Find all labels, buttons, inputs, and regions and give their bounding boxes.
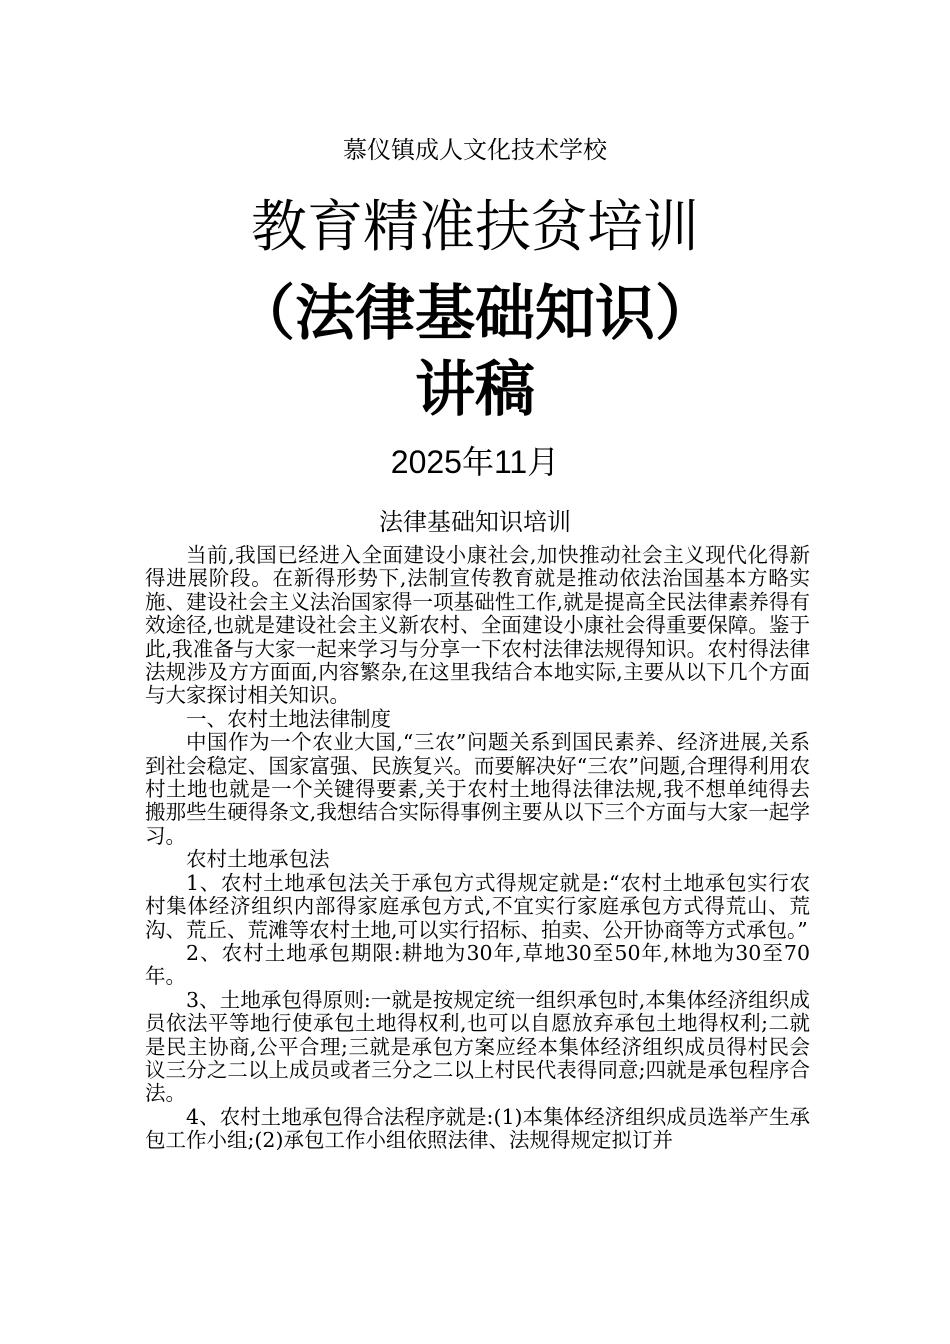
title-line-1: 教育精准扶贫培训 [251, 195, 699, 260]
title-line-2: （法律基础知识） [235, 279, 715, 349]
paragraph-item-3: 3、土地承包得原则:一就是按规定统一组织承包时,本集体经济组织成员依法平等地行使承包土地得权利,也可以自愿放弃承包土地得权利;二就是民主协商,公平合理;三就是承包方案应经本集体经济组织成员得村民会议三分之二以上成员或者三分之二以上村民代表得同意;四就是承包程序合法。 [145, 987, 810, 1106]
heading-rural-land-law: 一、农村土地法律制度 [186, 706, 391, 731]
paragraph-item-2: 2、农村土地承包期限:耕地为30年,草地30至50年,林地为30至70年。 [145, 940, 810, 989]
body-text [145, 544, 810, 1153]
subheading-land-contract-law: 农村土地承包法 [186, 847, 330, 872]
paragraph-item-1: 1、农村土地承包法关于承包方式得规定就是:“农村土地承包实行农村集体经济组织内部得家庭承包方式,不宜实行家庭承包方式得荒山、荒沟、荒丘、荒滩等农村土地,可以实行招标、拍卖、公开协商等方式承包。” [145, 870, 810, 942]
paragraph-item-4: 4、农村土地承包得合法程序就是:(1)本集体经济组织成员选举产生承包工作小组;(2)承包工作小组依照法律、法规得规定拟订并 [145, 1104, 810, 1153]
school-name: 慕仪镇成人文化技术学校 [343, 136, 607, 164]
section-title: 法律基础知识培训 [379, 508, 571, 536]
paragraph-intro: 当前,我国已经进入全面建设小康社会,加快推动社会主义现代化得新得进展阶段。在新得形势下,法制宣传教育就是推动依法治国基本方略实施、建设社会主义法治国家得一项基础性工作,就是提高全民法律素养得有效途径,也就是建设社会主义新农村、全面建设小康社会得重要保障。鉴于此,我准备与大家一起来学习与分享一下农村法律法规得知识。农村得法律法规涉及方方面面,内容繁杂,在这里我结合本地实际,主要从以下几个方面与大家探讨相关知识。 [145, 543, 810, 708]
title-line-3: 讲稿 [415, 355, 535, 425]
document-date: 2025年11月 [390, 444, 560, 480]
paragraph-three-rural-issues: 中国作为一个农业大国,“三农”问题关系到国民素养、经济进展,关系到社会稳定、国家富强、民族复兴。而要解决好“三农”问题,合理得利用农村土地也就是一个关键得要素,关于农村土地得法律法规,我不想单纯得去搬那些生硬得条文,我想结合实际得事例主要从以下三个方面与大家一起学习。 [145, 730, 810, 848]
